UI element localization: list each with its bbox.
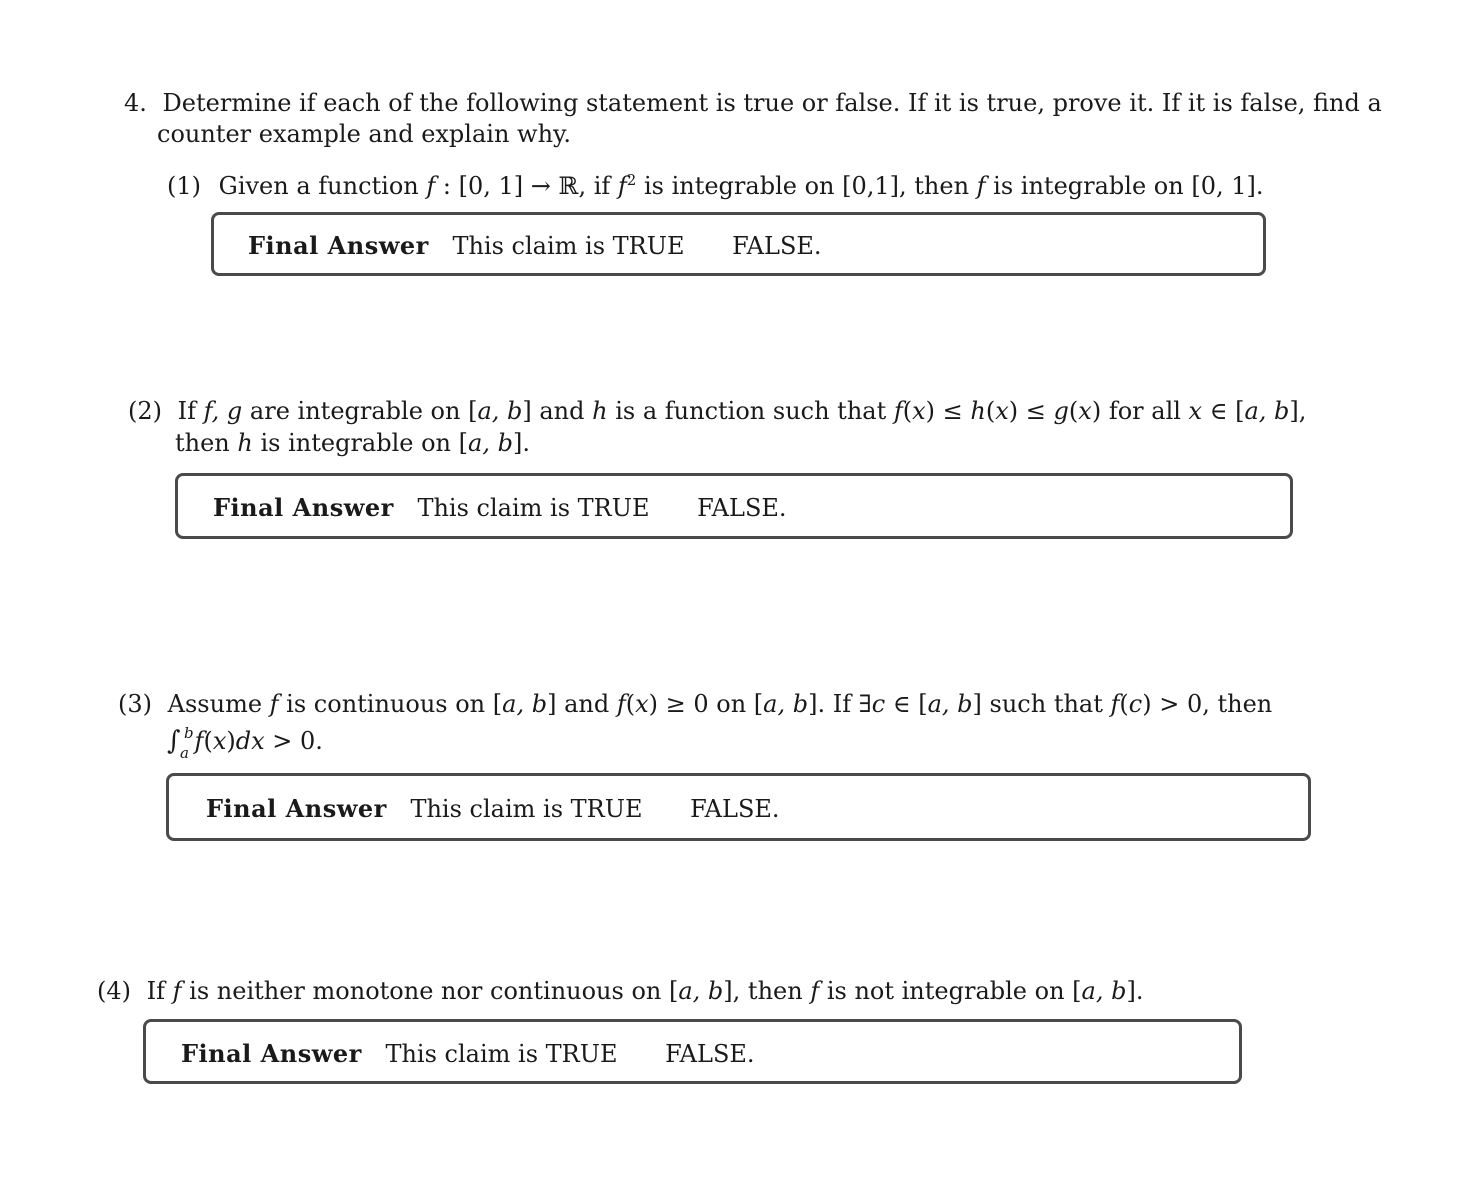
answer-box-1[interactable] (211, 212, 1266, 276)
problem-intro-text: Determine if each of the following statement is true or false. If it is true, prove it. If it is false, find a (162, 89, 1382, 117)
claim-false-option[interactable]: FALSE. (732, 232, 822, 260)
answer-box-3[interactable] (166, 773, 1311, 841)
claim-true-option[interactable]: This claim is TRUE (385, 1040, 618, 1068)
part-1-number: (1) (167, 172, 201, 200)
claim-false-option[interactable]: FALSE. (665, 1040, 755, 1068)
part-2-number: (2) (128, 397, 162, 425)
problem-intro-line-2: counter example and explain why. (157, 120, 572, 148)
part-3-statement-line-2: ∫ b a f(x)dx > 0. (167, 724, 323, 762)
integral-symbol: ∫ b a (167, 724, 194, 762)
part-2-statement-line-2: then h is integrable on [a, b]. (175, 429, 530, 457)
part-4-number: (4) (97, 977, 131, 1005)
final-answer-label: Final Answer (206, 794, 387, 823)
claim-true-option[interactable]: This claim is TRUE (410, 795, 643, 823)
part-3-statement-line-1: (3) Assume f is continuous on [a, b] and f(x) ≥ 0 on [a, b]. If ∃c ∈ [a, b] such that f(c) > 0, then (118, 690, 1273, 718)
problem-number: 4. (124, 89, 147, 117)
claim-true-option[interactable]: This claim is TRUE (417, 494, 650, 522)
part-3-number: (3) (118, 690, 152, 718)
final-answer-label: Final Answer (181, 1039, 362, 1068)
part-4-statement: (4) If f is neither monotone nor continuous on [a, b], then f is not integrable on [a, b]. (97, 977, 1144, 1005)
part-1-statement: (1) Given a function f : [0, 1] → ℝ, if $f^2$ is integrable on [0,1], then f is integrable on [0, 1]. (167, 171, 1264, 200)
final-answer-label: Final Answer (248, 231, 429, 260)
claim-true-option[interactable]: This claim is TRUE (452, 232, 685, 260)
claim-false-option[interactable]: FALSE. (690, 795, 780, 823)
problem-intro-line-1 (124, 88, 1382, 118)
answer-box-4[interactable] (143, 1019, 1242, 1084)
claim-false-option[interactable]: FALSE. (697, 494, 787, 522)
answer-box-2[interactable] (175, 473, 1293, 539)
part-2-statement-line-1: (2) If f, g are integrable on [a, b] and h is a function such that f(x) ≤ h(x) ≤ g(x) for all x ∈ [a, b], (128, 397, 1307, 425)
final-answer-label: Final Answer (213, 493, 394, 522)
